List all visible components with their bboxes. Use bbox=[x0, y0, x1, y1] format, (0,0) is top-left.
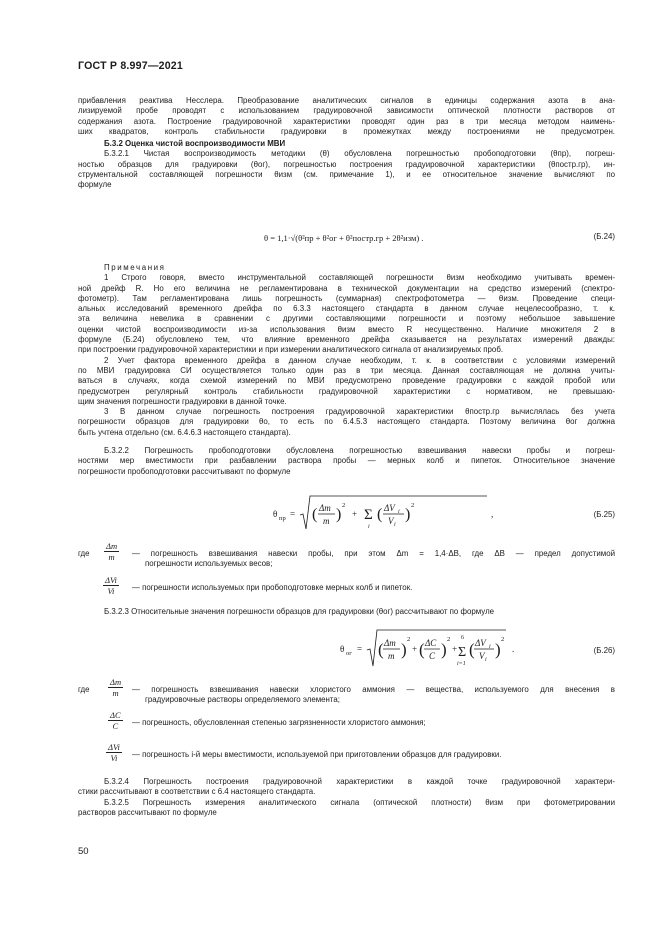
definitions-b25: где $\frac{\Delta m}{m}$ — погрешность взвешивания навески пробы, при этом Δm = 1,4·ΔB, где ΔB — предел допустимой погрешности используемых весов; $\frac{\text{ΔVi}}{Vi}$ — погрешности используемых при пробоподготовке мерных колб и пипеток. bbox=[78, 541, 615, 596]
section-b-3-2: Б.3.2 Оценка чистой воспроизводимости МВИ Б.3.2.1 Чистая воспроизводимость методики (θ) обусловлена погрешностью пробоподготовки (θпр), погреш- ностью образцов для градуировки (θог), погрешностью построения градуировочной характеристики (θпостр.гр), ин- струментальной составляющей погрешности θизм (см. примечание 1), и ее относительное значение вычисляют по формуле bbox=[78, 139, 615, 190]
svg-text:i: i bbox=[489, 644, 491, 650]
definition-dm: $\frac{\Delta m}{m}$ bbox=[106, 541, 118, 562]
svg-text:i=1: i=1 bbox=[457, 661, 466, 667]
svg-text:ΔV: ΔV bbox=[384, 503, 395, 513]
svg-text:(: ( bbox=[312, 506, 318, 523]
definition-dm: $\frac{\Delta m}{m}$ bbox=[110, 677, 122, 698]
svg-text:i: i bbox=[485, 657, 487, 663]
svg-text:=: = bbox=[290, 509, 296, 519]
svg-text:ог: ог bbox=[346, 650, 352, 657]
svg-text:(: ( bbox=[377, 506, 383, 523]
equation-number: (Б.26) bbox=[593, 646, 615, 655]
svg-text:): ) bbox=[336, 506, 342, 523]
svg-text:(: ( bbox=[469, 640, 475, 659]
definition-dc: $\frac{\Delta C}{C}$ bbox=[110, 710, 121, 731]
svg-text:): ) bbox=[441, 640, 447, 659]
svg-text:V: V bbox=[479, 651, 485, 661]
svg-text:,: , bbox=[491, 509, 494, 519]
svg-text:θ: θ bbox=[273, 509, 278, 519]
definitions-b26: где $\frac{\Delta m}{m}$ — погрешность взвешивания навески хлористого аммония — вещества, используемого для внесения в градуировочные растворы определяемого элемента; $\frac{\Delta C}{C}$ — погрешность, обусловленная степенью загрязненности хлористого аммония; $\frac{\text{ΔVi}}{Vi}$ — погрешность i-й меры вместимости, используемой при приготовлении образцов для градуировки. bbox=[78, 677, 615, 763]
svg-text:V: V bbox=[388, 516, 394, 526]
equation-b26-formula bbox=[340, 628, 540, 672]
svg-text:(: ( bbox=[419, 640, 425, 659]
svg-text:2: 2 bbox=[342, 502, 346, 509]
document-header: ГОСТ Р 8.997—2021 bbox=[78, 60, 183, 72]
svg-text:2: 2 bbox=[411, 502, 415, 509]
svg-text:Δm: Δm bbox=[319, 503, 331, 513]
svg-text:Σ: Σ bbox=[364, 507, 373, 523]
svg-text:(: ( bbox=[378, 640, 384, 659]
svg-text:): ) bbox=[401, 640, 407, 659]
svg-text:.: . bbox=[512, 644, 515, 654]
notes-block: Примечания 1 Строго говоря, вместо инструментальной составляющей погрешности θизм необходимо учитывать времен- ной дрейф R. Но его величина не регламентирована в технической документации на средство измерений (спектро- фотометр). Там регламентирована лишь погрешность (суммарная) спектрофотометра — θизм. Проведение специ- альных исследований временного дрейфа по 6.3.3 настоящего стандарта в данном случае нецелесообразно, т. к. эта величина невелика в сравнении с другими составляющими погрешности и поэтому небольшое завышение оценки чистой воспроизводимости из-за использования θизм вместо R несущественно. Наличие множителя 2 в формуле (Б.24) обусловлено тем, что влияние временного дрейфа сказывается на результатах измерений дважды: при построении градуировочной характеристики и при измерении аналитического сигнала от анализируемых проб. 2 Учет фактора временного дрейфа в данном случае необходим, т. к. в соответствии с условиями измерений по МВИ градуировка СИ осуществляется только один раз в три месяца. Данная составляющая не должна учиты- ваться в случаях, когда схемой измерений по МВИ предусмотрено проведение градуировки с каждой пробой или предусмотрен регулярный контроль стабильности градуировочной характеристики с нормативом, не превышаю- щим значения погрешности градуировки в данной точке. 3 В данном случае погрешность построения градуировочной характеристики θпостр.гр вычислялась без учета погрешности образцов для градуировки θо, то есть по 6.4.5.3 настоящего стандарта. Поэтому величина θог должна быть учтена отдельно (см. 6.4.6.3 настоящего стандарта). bbox=[78, 263, 615, 437]
svg-text:i: i bbox=[398, 509, 400, 515]
definition-dv: $\frac{\text{ΔVi}}{Vi}$ bbox=[105, 575, 117, 596]
svg-text:): ) bbox=[405, 506, 411, 523]
svg-text:ΔV: ΔV bbox=[475, 638, 486, 648]
svg-text:Σ: Σ bbox=[458, 645, 467, 660]
svg-text:пр: пр bbox=[279, 515, 286, 522]
svg-text:m: m bbox=[323, 516, 330, 526]
svg-text:2: 2 bbox=[501, 636, 505, 643]
section-heading: Б.3.2 Оценка чистой воспроизводимости МВИ bbox=[104, 139, 286, 148]
svg-text:i: i bbox=[394, 522, 396, 528]
equation-b24 bbox=[78, 232, 615, 252]
svg-text:=: = bbox=[357, 644, 363, 654]
section-b-3-2-3: Б.3.2.3 Относительные значения погрешности образцов для градуировки (θог) рассчитывают по формуле bbox=[104, 607, 495, 616]
svg-text:Δm: Δm bbox=[384, 638, 396, 648]
svg-text:): ) bbox=[495, 640, 501, 659]
svg-text:ΔC: ΔC bbox=[425, 638, 437, 648]
page-number: 50 bbox=[78, 846, 89, 857]
notes-title: Примечания bbox=[104, 263, 166, 272]
svg-text:i: i bbox=[368, 524, 370, 530]
intro-paragraph: прибавления реактива Несслера. Преобразование аналитических сигналов в единицы содержания азота в ана- лизируемой пробе проводят с использованием градуировочной зависимости оптической плотности растворов от содержания азота. Построение градуировочной характеристики проводят один раз в три месяца методом наимень- ших квадратов, контроль стабильности градуировки в промежутках между построениями не предусмотрен. bbox=[78, 96, 615, 136]
equation-number: (Б.24) bbox=[593, 232, 615, 241]
definition-dv: $\frac{\text{ΔVi}}{Vi}$ bbox=[108, 742, 120, 763]
equation-b24-formula: θ = 1,1·√(θ²пр + θ²ог + θ²постр.гр + 2θ²изм) . bbox=[264, 233, 424, 243]
svg-text:θ: θ bbox=[340, 644, 345, 654]
equation-b26 bbox=[78, 628, 615, 672]
svg-text:2: 2 bbox=[447, 636, 451, 643]
section-b-3-2-4: Б.3.2.4 Погрешность построения градуировочной характеристики в каждой точке градуировочной характери- стики рассчитывают в соответствии с 6.4 настоящего стандарта. bbox=[78, 777, 615, 797]
svg-text:6: 6 bbox=[461, 635, 464, 641]
svg-text:C: C bbox=[429, 651, 436, 661]
section-b-3-2-5: Б.3.2.5 Погрешность измерения аналитического сигнала (оптической плотности) θизм при фотометрировании растворов рассчитывают по формуле bbox=[78, 798, 615, 818]
svg-text:2: 2 bbox=[407, 636, 411, 643]
svg-text:+: + bbox=[352, 509, 358, 519]
svg-text:+: + bbox=[452, 644, 458, 654]
svg-text:m: m bbox=[388, 651, 395, 661]
svg-text:+: + bbox=[412, 644, 418, 654]
equation-b25 bbox=[78, 494, 615, 534]
equation-number: (Б.25) bbox=[593, 510, 615, 519]
section-b-3-2-2: Б.3.2.2 Погрешность пробоподготовки обусловлена погрешностью взвешивания навески пробы и погреш- ностями мер вместимости при разбавлении раствора пробы — мерных колб и пипеток. Относительное значение погрешности пробоподготовки рассчитывают по формуле bbox=[78, 446, 615, 476]
equation-b25-formula bbox=[273, 494, 503, 534]
